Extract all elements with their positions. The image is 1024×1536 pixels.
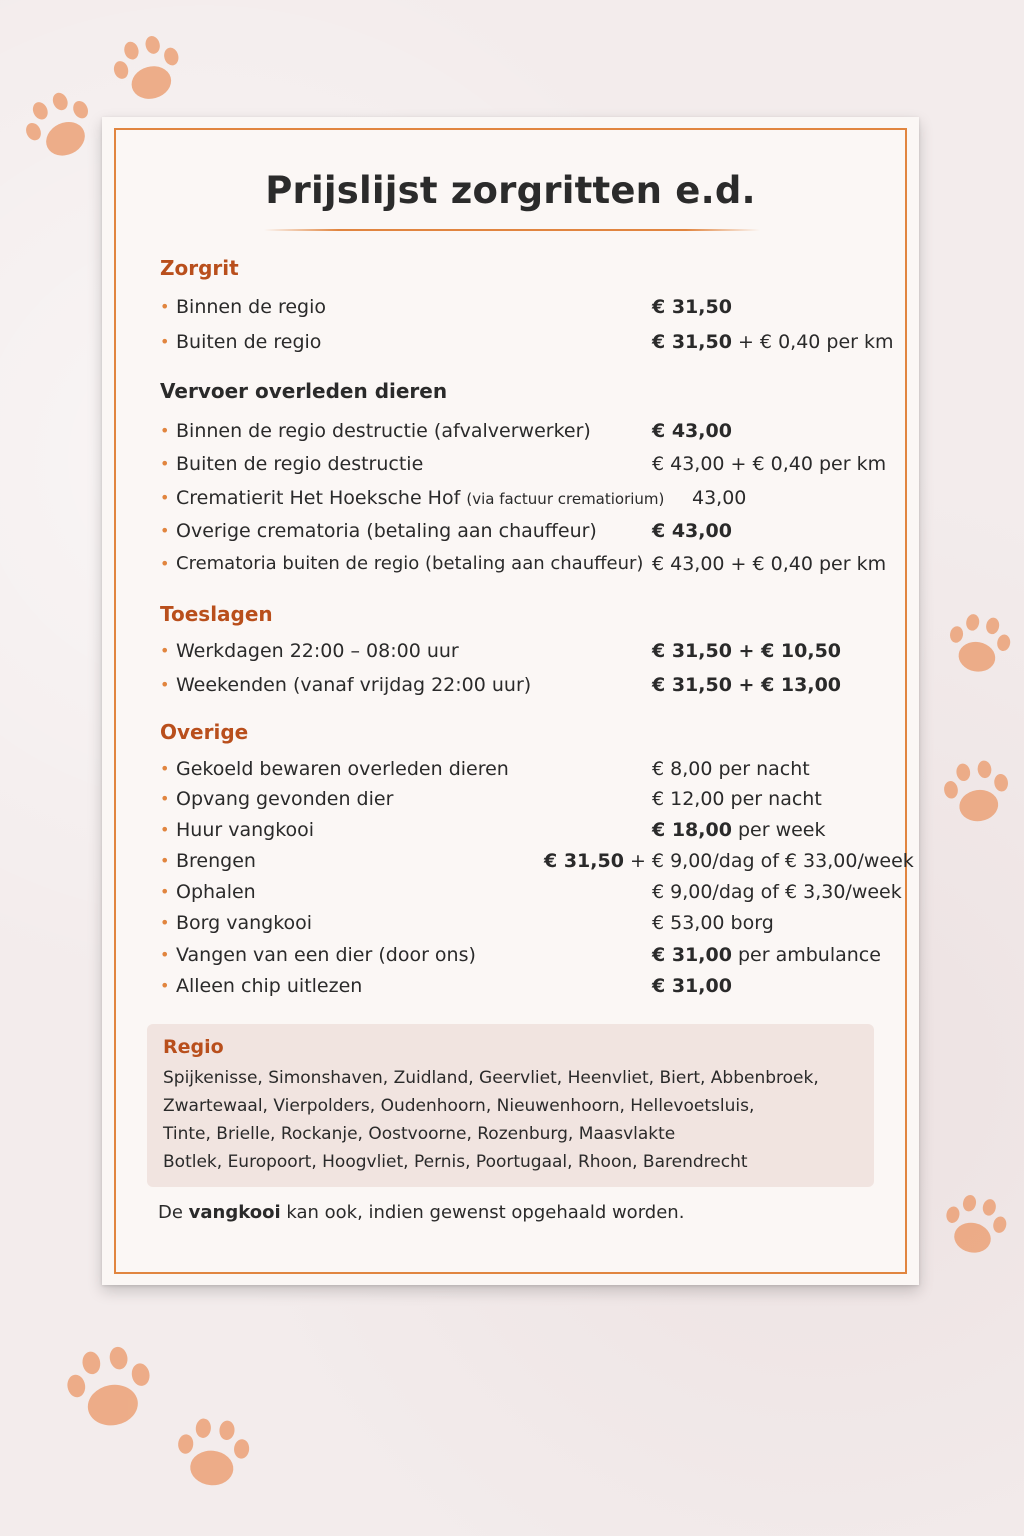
bullet-icon: •	[160, 454, 170, 473]
section-heading-overige: Overige	[160, 720, 249, 744]
regio-box	[147, 1024, 874, 1187]
regio-line: Tinte, Brielle, Rockanje, Oostvoorne, Rozenburg, Maasvlakte	[163, 1124, 676, 1144]
bullet-icon: •	[160, 759, 170, 778]
bullet-icon: •	[160, 675, 170, 694]
bullet-icon: •	[160, 641, 170, 660]
regio-heading: Regio	[163, 1036, 224, 1058]
footer-note: De vangkooi kan ook, indien gewenst opgehaald worden.	[158, 1202, 685, 1223]
bullet-icon: •	[160, 945, 170, 964]
section-heading-zorgrit: Zorgrit	[160, 256, 239, 280]
bullet-icon: •	[160, 521, 170, 540]
paw-print-icon	[934, 1185, 1017, 1266]
price-list-card: Prijslijst zorgritten e.d. Zorgrit • Binnen de regio € 31,50 • Buiten de regio € 31,50 + € 0,40 per km Vervoer overleden dieren • Binnen de regio destructie (afvalverwerker) € 43,00 • Buiten de regio destructie € 43,00 + € 0,40 per km • Crematierit Het Hoeksche Hof (via factuur crematiorium) 43,00 • Overige crematoria (betaling aan chauffeur) € 43,00 • Crematoria buiten de regio (betaling aan chauffeur) € 43,00 + € 0,40 per km Toeslagen • Werkdagen 22:00 – 08:00 uur € 31,50 + € 10,50 • Weekenden (vanaf vrijdag 22:00 uur) € 31,50 + € 13,00 Overige • Gekoeld bewaren overleden dieren € 8,00 per nacht • Opvang gevonden dier € 12,00 per nacht • Huur vangkooi € 18,00 per week • Brengen € 31,50 + € 9,00/dag of € 33,00/week • Ophalen € 9,00/dag of € 3,30/week • Borg vangkooi € 53,00 borg • Vangen van een dier (door ons) € 31,00 per ambulance • Alleen chip uitlezen € 31,00 Regio Spijkenisse, Simonshaven, Zuidland, Geervliet, Heenvliet, Biert, Abbenbroek, Zwartewaal, Vierpolders, Oudenhoorn, Nieuwenhoorn, Hellevoetsluis, Tinte, Brielle, Rockanje, Oostvoorne, Rozenburg, Maasvlakte Botlek, Europoort, Hoogvliet, Pernis, Poortugaal, Rhoon, Barendrecht De vangkooi kan ook, indien gewenst opgehaald worden.	[102, 117, 919, 1285]
bullet-icon: •	[160, 332, 170, 351]
bullet-icon: •	[160, 820, 170, 839]
section-heading-vervoer: Vervoer overleden dieren	[160, 379, 448, 403]
paw-print-icon	[169, 1412, 257, 1497]
paw-print-icon	[102, 26, 194, 113]
bullet-icon: •	[160, 882, 170, 901]
bullet-icon: •	[160, 554, 170, 573]
regio-line: Zwartewaal, Vierpolders, Oudenhoorn, Nieuwenhoorn, Hellevoetsluis,	[163, 1096, 755, 1116]
bullet-icon: •	[160, 913, 170, 932]
bullet-icon: •	[160, 421, 170, 440]
bullet-icon: •	[160, 789, 170, 808]
paw-print-icon	[55, 1337, 165, 1440]
paw-print-icon	[935, 753, 1018, 833]
title-divider	[264, 229, 760, 231]
bullet-icon: •	[160, 851, 170, 870]
page-title: Prijslijst zorgritten e.d.	[265, 169, 756, 212]
paw-print-icon	[939, 606, 1019, 683]
section-heading-toeslagen: Toeslagen	[160, 602, 273, 626]
bullet-icon: •	[160, 297, 170, 316]
bullet-icon: •	[160, 976, 170, 995]
bullet-icon: •	[160, 488, 170, 507]
regio-line: Spijkenisse, Simonshaven, Zuidland, Geervliet, Heenvliet, Biert, Abbenbroek,	[163, 1068, 819, 1088]
regio-line: Botlek, Europoort, Hoogvliet, Pernis, Poortugaal, Rhoon, Barendrecht	[163, 1152, 748, 1172]
paw-print-icon	[11, 79, 109, 175]
